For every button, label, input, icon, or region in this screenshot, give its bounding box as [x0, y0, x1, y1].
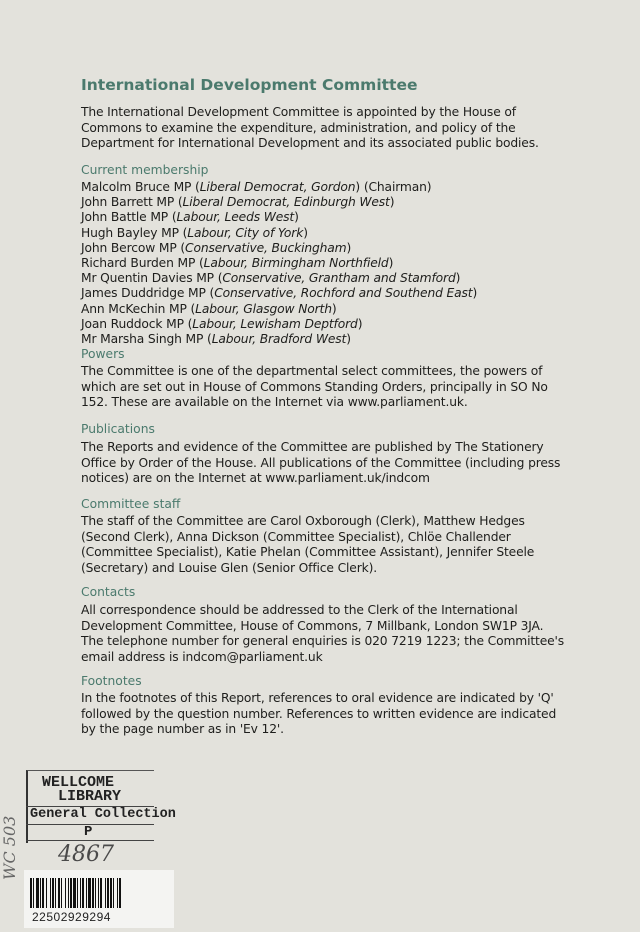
- stamp-general-collection: General Collection: [30, 807, 176, 822]
- barcode-bar: [105, 878, 106, 908]
- barcode-bar: [88, 878, 91, 908]
- member-suffix: ): [331, 301, 337, 316]
- member-name: Mr Marsha Singh MP (: [81, 332, 212, 347]
- member-name: Richard Burden MP (: [81, 256, 204, 271]
- member-suffix: ): [346, 332, 351, 347]
- footnotes-line: followed by the question number. References to written evidence are indicated: [81, 706, 557, 721]
- member-item: [81, 271, 601, 286]
- member-party: Labour, Glasgow North: [195, 301, 332, 316]
- member-item: [81, 332, 601, 347]
- member-party: Labour, Bradford West: [211, 332, 347, 347]
- member-item: [81, 226, 601, 241]
- barcode-bar: [68, 878, 69, 908]
- barcode-bar: [92, 878, 94, 908]
- member-item: [81, 210, 601, 225]
- member-suffix: ): [388, 256, 394, 271]
- member-item: [81, 286, 601, 301]
- barcode-bar: [36, 878, 39, 908]
- member-party: Conservative, Buckingham: [185, 240, 347, 255]
- member-party: Liberal Democrat, Gordon: [199, 180, 356, 194]
- barcode-bar: [86, 878, 87, 908]
- publications-line: Office by Order of the House. All publications of the Committee (including press: [81, 455, 561, 470]
- member-suffix: ): [294, 210, 299, 225]
- staff-line: The staff of the Committee are Carol Oxborough (Clerk), Matthew Hedges: [81, 514, 525, 528]
- contacts-line: The telephone number for general enquiries is 020 7219 1223; the Committee's: [81, 634, 565, 649]
- footnotes-heading: Footnotes: [81, 674, 142, 688]
- barcode-bar: [58, 878, 60, 908]
- member-item: [81, 317, 601, 332]
- powers-line: The Committee is one of the departmental select committees, the powers of: [81, 364, 543, 378]
- staff-line: (Committee Specialist), Katie Phelan (Committee Assistant), Jennifer Steele: [81, 545, 535, 560]
- barcode-bar: [95, 878, 96, 908]
- member-name: Hugh Bayley MP (: [81, 225, 188, 240]
- stamp-rule: [26, 840, 154, 841]
- contacts-line: email address is indcom@parliament.uk: [81, 649, 323, 664]
- member-item: [81, 180, 601, 195]
- member-item: [81, 256, 601, 271]
- staff-heading: Committee staff: [81, 497, 181, 511]
- footnotes-paragraph: [81, 691, 601, 738]
- barcode-bar: [70, 878, 72, 908]
- member-item: [81, 195, 601, 210]
- barcode-bar: [30, 878, 32, 908]
- staff-paragraph: [81, 514, 601, 576]
- member-party: Labour, Lewisham Deptford: [192, 316, 358, 331]
- publications-line: The Reports and evidence of the Committee are published by The Stationery: [81, 440, 544, 454]
- barcode-image: [30, 878, 170, 908]
- member-suffix: ): [346, 240, 352, 255]
- publications-heading: Publications: [81, 422, 155, 436]
- footnotes-line: In the footnotes of this Report, references to oral evidence are indicated by 'Q': [81, 691, 554, 705]
- intro-paragraph: [81, 105, 601, 152]
- barcode-bar: [110, 878, 112, 908]
- member-name: John Bercow MP (: [81, 240, 186, 255]
- stamp-library: LIBRARY: [58, 788, 122, 805]
- barcode-bar: [100, 878, 102, 908]
- contacts-line: All correspondence should be addressed to the Clerk of the International: [81, 603, 518, 617]
- member-suffix: ): [357, 316, 363, 331]
- member-suffix: ): [389, 195, 395, 210]
- stamp-wellcome: WELLCOME: [42, 774, 115, 791]
- staff-line: (Secretary) and Louise Glen (Senior Office Clerk).: [81, 560, 377, 575]
- stamp-shelfmark: P: [84, 824, 93, 840]
- member-name: Mr Quentin Davies MP (: [81, 271, 223, 286]
- barcode-bar: [73, 878, 76, 908]
- powers-line: which are set out in House of Commons Standing Orders, principally in SO No: [81, 379, 548, 394]
- contacts-line: Development Committee, House of Commons, 7 Millbank, London SW1P 3JA.: [81, 618, 544, 633]
- powers-line: 152. These are available on the Internet via www.parliament.uk.: [81, 395, 468, 410]
- member-name: James Duddridge MP (: [81, 286, 215, 301]
- member-suffix: ): [472, 286, 478, 301]
- publications-line: notices) are on the Internet at www.parliament.uk/indcom: [81, 471, 430, 486]
- barcode-bar: [42, 878, 44, 908]
- contacts-paragraph: [81, 603, 601, 665]
- staff-line: (Second Clerk), Anna Dickson (Committee Specialist), Chlöe Challender: [81, 529, 511, 544]
- member-name: Malcolm Bruce MP (: [81, 180, 200, 194]
- member-suffix: ): [303, 225, 308, 240]
- member-party: Conservative, Rochford and Southend East: [214, 286, 473, 301]
- powers-heading: Powers: [81, 347, 125, 361]
- barcode-bar: [55, 878, 56, 908]
- member-name: John Battle MP (: [81, 210, 177, 225]
- barcode-bar: [40, 878, 41, 908]
- powers-paragraph: [81, 364, 601, 411]
- barcode-number: 22502929294: [32, 910, 111, 924]
- member-party: Liberal Democrat, Edinburgh West: [182, 195, 390, 210]
- barcode-bar: [52, 878, 54, 908]
- barcode-bar: [46, 878, 47, 908]
- side-handwritten-note: WC 503: [0, 815, 19, 880]
- barcode-bar: [113, 878, 114, 908]
- barcode-label: [24, 870, 174, 928]
- barcode-bar: [77, 878, 78, 908]
- barcode-bar: [61, 878, 62, 908]
- member-name: John Barrett MP (: [81, 195, 183, 210]
- member-party: Labour, Birmingham Northfield: [203, 256, 389, 271]
- barcode-bar: [80, 878, 81, 908]
- barcode-bar: [107, 878, 109, 908]
- barcode-bar: [50, 878, 51, 908]
- barcode-bar: [33, 878, 34, 908]
- member-suffix: ): [455, 271, 461, 286]
- member-party: Labour, Leeds West: [176, 210, 295, 225]
- member-party: Labour, City of York: [187, 225, 304, 240]
- footnotes-line: by the page number as in 'Ev 12'.: [81, 722, 284, 737]
- intro-line: Commons to examine the expenditure, administration, and policy of the: [81, 120, 516, 135]
- member-item: [81, 241, 601, 256]
- barcode-bar: [119, 878, 121, 908]
- barcode-bar: [117, 878, 118, 908]
- barcode-bar: [98, 878, 99, 908]
- page-title: International Development Committee: [81, 76, 418, 94]
- contacts-heading: Contacts: [81, 585, 136, 599]
- publications-paragraph: [81, 440, 601, 487]
- intro-line: Department for International Development and its associated public bodies.: [81, 136, 539, 151]
- barcode-bar: [82, 878, 84, 908]
- member-suffix: ) (Chairman): [355, 180, 432, 194]
- membership-heading: Current membership: [81, 163, 209, 177]
- member-name: Ann McKechin MP (: [81, 301, 196, 316]
- handwritten-number: 4867: [58, 842, 114, 867]
- member-item: [81, 302, 601, 317]
- member-party: Conservative, Grantham and Stamford: [222, 271, 456, 286]
- barcode-bar: [65, 878, 66, 908]
- intro-line: The International Development Committee is appointed by the House of: [81, 105, 516, 119]
- membership-list: [81, 180, 601, 347]
- member-name: Joan Ruddock MP (: [81, 316, 193, 331]
